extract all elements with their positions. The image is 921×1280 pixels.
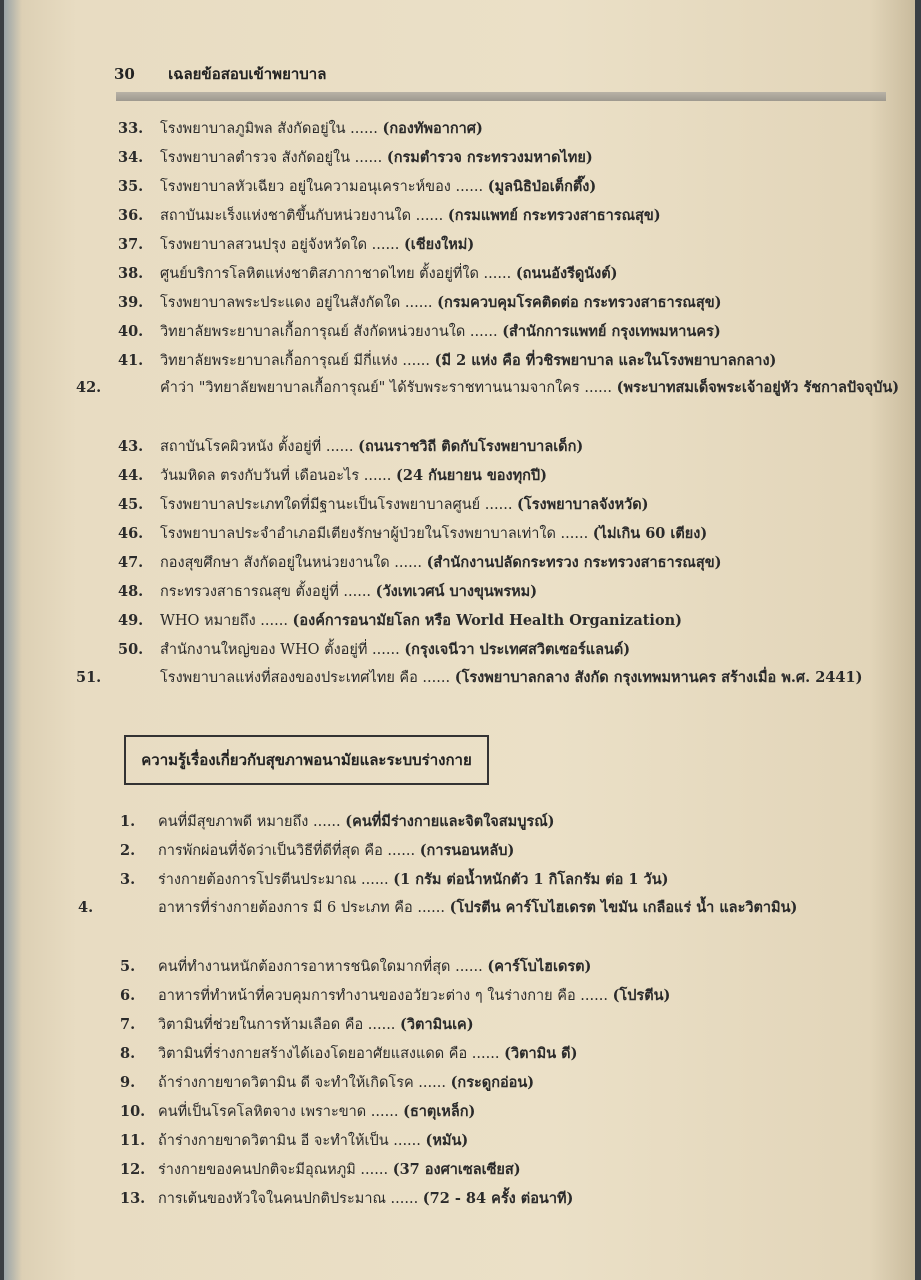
question-number: 5.	[120, 958, 136, 975]
question-text: สำนักงานใหญ่ของ WHO ตั้งอยู่ที่ ......	[160, 642, 405, 658]
question-item	[120, 836, 890, 866]
answer-text: (คาร์โบไฮเดรต)	[487, 958, 592, 975]
question-text: การพักผ่อนที่จัดว่าเป็นวิธีที่ดีที่สุด คือ ......	[158, 843, 420, 859]
question-number: 1.	[120, 813, 136, 830]
answer-text: (วังเทเวศน์ บางขุนพรหม)	[375, 583, 538, 600]
question-number: 10.	[120, 1103, 146, 1120]
question-text: ร่างกายต้องการโปรตีนประมาณ ......	[158, 872, 394, 888]
question-text: วิทยาลัยพระยาบาลเกื้อการุณย์ สังกัดหน่วยงานใด ......	[160, 324, 503, 340]
question-text: อาหารที่ร่างกายต้องการ มี 6 ประเภท คือ ......	[158, 900, 450, 916]
question-item	[120, 1184, 890, 1214]
answer-text: (วิตามิน ดี)	[504, 1045, 578, 1062]
question-text: ร่างกายของคนปกติจะมีอุณหภูมิ ......	[158, 1162, 393, 1178]
question-text: อาหารที่ทำหน้าที่ควบคุมการทำงานของอวัยวะต่าง ๆ ในร่างกาย คือ ......	[158, 988, 613, 1004]
question-item	[118, 317, 888, 347]
question-number: 49.	[118, 612, 144, 629]
question-text: วิตามินที่ร่างกายสร้างได้เองโดยอาศัยแสงแดด คือ ......	[158, 1046, 505, 1062]
question-number: 42.	[76, 379, 102, 396]
question-number: 41.	[118, 352, 144, 369]
question-text: วิทยาลัยพระยาบาลเกื้อการุณย์ มีกี่แห่ง ......	[160, 353, 435, 369]
question-item	[118, 259, 888, 289]
question-item	[118, 172, 888, 202]
book-title: เฉลยข้อสอบเข้าพยาบาล	[168, 65, 327, 83]
answer-text: (ธาตุเหล็ก)	[403, 1103, 476, 1120]
question-item	[120, 865, 890, 895]
question-text: โรงพยาบาลตำรวจ สังกัดอยู่ใน ......	[160, 150, 387, 166]
question-item	[118, 519, 888, 549]
question-text: กองสุขศึกษา สังกัดอยู่ในหน่วยงานใด ......	[160, 555, 427, 571]
answer-text: (พระบาทสมเด็จพระเจ้าอยู่หัว รัชกาลปัจจุบัน)	[616, 379, 900, 396]
question-number: 2.	[120, 842, 136, 859]
question-text: ถ้าร่างกายขาดวิตามิน ดี จะทำให้เกิดโรค ......	[158, 1075, 451, 1091]
question-text: คนที่มีสุขภาพดี หมายถึง ......	[158, 814, 346, 830]
question-item	[120, 1126, 890, 1156]
question-number: 12.	[120, 1161, 146, 1178]
question-number: 44.	[118, 467, 144, 484]
question-number: 11.	[120, 1132, 146, 1149]
question-number: 50.	[118, 641, 144, 658]
answer-text: (72 - 84 ครั้ง ต่อนาที)	[422, 1190, 574, 1207]
question-item	[118, 606, 888, 636]
question-number: 33.	[118, 120, 144, 137]
question-text: คำว่า "วิทยาลัยพยาบาลเกื้อการุณย์" ได้รับพระราชทานนามจากใคร ......	[160, 380, 617, 396]
question-item	[120, 1039, 890, 1069]
answer-text: (หมัน)	[425, 1132, 469, 1149]
question-text: สถาบันมะเร็งแห่งชาติขึ้นกับหน่วยงานใด ......	[160, 208, 448, 224]
question-number: 8.	[120, 1045, 136, 1062]
question-item	[118, 288, 888, 318]
answer-text: (โปรตีน คาร์โบไฮเดรต ไขมัน เกลือแร่ น้ำ และวิตามิน)	[449, 899, 798, 916]
question-text: ถ้าร่างกายขาดวิตามิน อี จะทำให้เป็น ......	[158, 1133, 426, 1149]
answer-text: (24 กันยายน ของทุกปี)	[396, 467, 547, 484]
question-number: 51.	[76, 669, 102, 686]
answer-text: (37 องศาเซลเซียส)	[392, 1161, 521, 1178]
answer-text: (สำนักงานปลัดกระทรวง กระทรวงสาธารณสุข)	[426, 554, 722, 571]
question-item	[78, 894, 915, 922]
section-title-box	[124, 735, 489, 785]
question-item	[76, 374, 915, 402]
header-rule	[116, 92, 886, 101]
question-text: วันมหิดล ตรงกับวันที่ เดือนอะไร ......	[160, 468, 397, 484]
question-item	[76, 664, 915, 692]
question-number: 4.	[78, 899, 94, 916]
question-item	[120, 981, 890, 1011]
answer-text: (มี 2 แห่ง คือ ที่วชิรพยาบาล และในโรงพยาบาลกลาง)	[434, 352, 777, 369]
question-number: 3.	[120, 871, 136, 888]
answer-text: (กรุงเจนีวา ประเทศสวิตเซอร์แลนด์)	[404, 641, 631, 658]
question-item	[120, 807, 890, 837]
question-text: สถาบันโรคผิวหนัง ตั้งอยู่ที่ ......	[160, 439, 359, 455]
question-number: 6.	[120, 987, 136, 1004]
question-text: โรงพยาบาลสวนปรุง อยู่จังหวัดใด ......	[160, 237, 404, 253]
book-page	[4, 0, 915, 1280]
question-item	[118, 201, 888, 231]
question-text: โรงพยาบาลหัวเฉียว อยู่ในความอนุเคราะห์ของ ......	[160, 179, 488, 195]
answer-text: (1 กรัม ต่อน้ำหนักตัว 1 กิโลกรัม ต่อ 1 วัน)	[393, 871, 669, 888]
question-number: 38.	[118, 265, 144, 282]
answer-text: (เชียงใหม่)	[403, 236, 475, 253]
question-item	[118, 635, 888, 665]
question-text: คนที่ทำงานหนักต้องการอาหารชนิดใดมากที่สุด ......	[158, 959, 488, 975]
question-text: คนที่เป็นโรคโลหิตจาง เพราะขาด ......	[158, 1104, 404, 1120]
question-number: 35.	[118, 178, 144, 195]
question-text: WHO หมายถึง ......	[160, 613, 293, 629]
answer-text: (มูลนิธิป่อเต็กตึ๊ง)	[487, 178, 597, 195]
answer-text: (โปรตีน)	[612, 987, 671, 1004]
question-item	[118, 432, 888, 462]
page-number: 30	[114, 65, 135, 83]
question-text: วิตามินที่ช่วยในการห้ามเลือด คือ ......	[158, 1017, 401, 1033]
question-item	[120, 1068, 890, 1098]
question-number: 45.	[118, 496, 144, 513]
answer-text: (โรงพยาบาลกลาง สังกัด กรุงเทพมหานคร สร้างเมื่อ พ.ศ. 2441)	[454, 669, 863, 686]
question-text: ศูนย์บริการโลหิตแห่งชาติสภากาชาดไทย ตั้งอยู่ที่ใด ......	[160, 266, 516, 282]
question-text: กระทรวงสาธารณสุข ตั้งอยู่ที่ ......	[160, 584, 376, 600]
answer-text: (กรมตำรวจ กระทรวงมหาดไทย)	[386, 149, 593, 166]
question-text: โรงพยาบาลประเภทใดที่มีฐานะเป็นโรงพยาบาลศูนย์ ......	[160, 497, 518, 513]
answer-text: (โรงพยาบาลจังหวัด)	[517, 496, 649, 513]
question-number: 47.	[118, 554, 144, 571]
question-number: 40.	[118, 323, 144, 340]
question-item	[120, 1155, 890, 1185]
question-text: โรงพยาบาลแห่งที่สองของประเทศไทย คือ ......	[160, 670, 455, 686]
question-number: 7.	[120, 1016, 136, 1033]
question-number: 9.	[120, 1074, 136, 1091]
section-title: ความรู้เรื่องเกี่ยวกับสุขภาพอนามัยและระบบร่างกาย	[141, 751, 472, 769]
answer-text: (กรมแพทย์ กระทรวงสาธารณสุข)	[447, 207, 661, 224]
question-text: โรงพยาบาลภูมิพล สังกัดอยู่ใน ......	[160, 121, 383, 137]
question-number: 34.	[118, 149, 144, 166]
question-text: การเต้นของหัวใจในคนปกติประมาณ ......	[158, 1191, 423, 1207]
question-item	[118, 461, 888, 491]
question-text: โรงพยาบาลพระประแดง อยู่ในสังกัดใด ......	[160, 295, 438, 311]
question-item	[118, 346, 888, 376]
question-text: โรงพยาบาลประจำอำเภอมีเตียงรักษาผู้ป่วยในโรงพยาบาลเท่าใด ......	[160, 526, 593, 542]
question-item	[118, 114, 888, 144]
question-item	[120, 1097, 890, 1127]
question-item	[120, 952, 890, 982]
question-item	[118, 577, 888, 607]
answer-text: (ไม่เกิน 60 เตียง)	[592, 525, 708, 542]
question-number: 36.	[118, 207, 144, 224]
answer-text: (ถนนราชวิถี ติดกับโรงพยาบาลเด็ก)	[358, 438, 584, 455]
question-item	[118, 230, 888, 260]
answer-text: (ถนนอังรีดูนังต์)	[515, 265, 618, 282]
question-item	[118, 548, 888, 578]
page-header	[114, 62, 326, 86]
question-number: 39.	[118, 294, 144, 311]
answer-text: (การนอนหลับ)	[419, 842, 515, 859]
question-number: 46.	[118, 525, 144, 542]
answer-text: (กระดูกอ่อน)	[450, 1074, 535, 1091]
question-number: 13.	[120, 1190, 146, 1207]
answer-text: (องค์การอนามัยโลก หรือ World Health Organization)	[292, 612, 683, 629]
answer-text: (วิตามินเค)	[400, 1016, 474, 1033]
question-number: 43.	[118, 438, 144, 455]
answer-text: (กรมควบคุมโรคติดต่อ กระทรวงสาธารณสุข)	[437, 294, 722, 311]
question-item	[118, 490, 888, 520]
question-item	[120, 1010, 890, 1040]
answer-text: (กองทัพอากาศ)	[382, 120, 483, 137]
question-number: 37.	[118, 236, 144, 253]
question-item	[118, 143, 888, 173]
answer-text: (สำนักการแพทย์ กรุงเทพมหานคร)	[502, 323, 721, 340]
question-number: 48.	[118, 583, 144, 600]
answer-text: (คนที่มีร่างกายและจิตใจสมบูรณ์)	[345, 813, 555, 830]
